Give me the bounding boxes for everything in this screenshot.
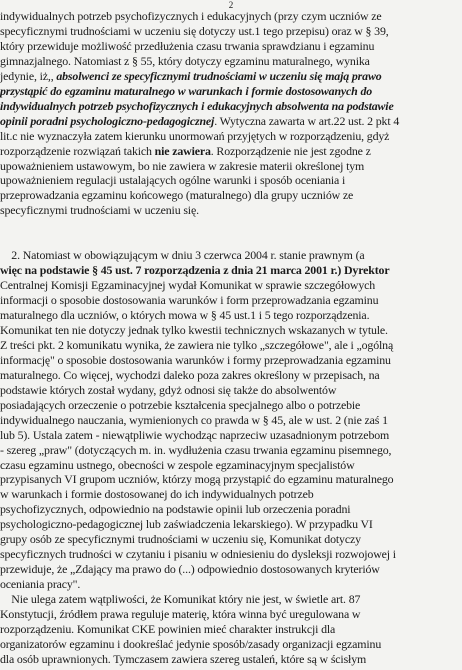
- text-line: [0, 623, 462, 636]
- text-line: [0, 40, 462, 53]
- text-line: [0, 324, 462, 337]
- text-segment: informacji o sposobie dostosowania warunków i form przeprowadzania egzaminu: [0, 294, 379, 308]
- text-segment: maturalnego. Co więcej, wychodzi daleko poza zakres określony w przepisach, na: [0, 368, 380, 382]
- text-line: [0, 399, 462, 412]
- text-line: [0, 145, 462, 158]
- text-line: [0, 369, 462, 382]
- text-segment: czasu egzaminu ustnego, obecności w zespole egzaminacyjnym specjalistów: [0, 458, 355, 472]
- text-segment: specyficznymi trudnościami w uczeniu się dotyczy ust.1 tego przepisu) oraz w § 39,: [0, 24, 389, 38]
- text-segment: absolwenci ze specyficznymi trudnościami w uczeniu się mają prawo: [56, 69, 382, 83]
- text-segment: który przewiduje możliwość przedłużenia czasu trwania sprawdzianu i egzaminu: [0, 39, 375, 53]
- text-segment: 2. Natomiast w obowiązującym w dniu 3 czerwca 2004 r. stanie prawnym (a: [0, 249, 365, 263]
- text-line: [0, 488, 462, 501]
- text-segment: grupy osób ze specyficznymi trudnościami w uczeniu się, Komunikat dotyczy: [0, 533, 361, 547]
- text-line: [0, 384, 462, 397]
- text-segment: indywidualnego nauczania, wymienionych co prawda w § 45, ale w ust. 2 (nie zaś 1: [0, 413, 388, 427]
- text-line: [0, 563, 462, 576]
- text-line: [0, 503, 462, 516]
- text-line: [0, 115, 462, 128]
- text-line: [0, 70, 462, 83]
- text-segment: psychofizycznych, odpowiednio na podstawie opinii lub orzeczenia poradni: [0, 503, 351, 517]
- text-line: [0, 548, 462, 561]
- text-segment: przypisanych VI grupom uczniów, którzy mogą przystąpić do egzaminu maturalnego: [0, 473, 394, 487]
- text-segment: specyficznymi trudnościami w uczeniu się.: [0, 204, 199, 218]
- text-line: [0, 204, 462, 217]
- text-segment: . Wytyczna zawarta w art.22 ust. 2 pkt 4: [214, 114, 400, 128]
- text-line: [0, 593, 462, 606]
- text-segment: specyficznych trudności w czytaniu i pisaniu w odniesieniu do dysleksji rozwojowej i: [0, 548, 396, 562]
- text-line: [0, 533, 462, 546]
- text-segment: oceniania pracy".: [0, 578, 81, 592]
- text-segment: przystąpić do egzaminu maturalnego w warunkach i formie dostosowanych do: [0, 84, 373, 98]
- page-number: 2: [228, 0, 234, 10]
- text-segment: psychologiczno-pedagogicznej lub zaświadczenia lekarskiego). W przypadku VI: [0, 518, 373, 532]
- text-segment: lub 5). Ustala zatem - niewątpliwie wychodząc naprzeciw uzasadnionym potrzebom: [0, 428, 390, 442]
- text-segment: Konstytucji, źródłem prawa reguluje materię, która winna być uregulowana w: [0, 608, 361, 621]
- text-segment: gimnazjalnego. Natomiast z § 55, który dotyczy egzaminu maturalnego, wynika: [0, 54, 370, 68]
- text-line: [0, 55, 462, 68]
- text-line: [0, 85, 462, 98]
- text-line: [0, 339, 462, 352]
- text-line: [0, 459, 462, 472]
- text-segment: informację" o sposobie dostosowania warunków i formy przeprowadzania egzaminu: [0, 353, 391, 367]
- text-line: [0, 25, 462, 38]
- text-line: [0, 279, 462, 292]
- text-line: [0, 10, 462, 23]
- text-segment: w warunkach i formie dostosowanej do ich indywidualnych potrzeb: [0, 488, 314, 502]
- text-line: [0, 429, 462, 442]
- text-segment: rozporządzenie rozwiązań takich: [0, 144, 155, 158]
- text-segment: dla osób uprawnionych. Tymczasem zawiera szereg ustaleń, które są w ścisłym: [0, 652, 367, 666]
- text-line: [0, 189, 462, 202]
- text-segment: Centralnej Komisji Egzaminacyjnej wydał Komunikat w sprawie szczegółowych: [0, 279, 376, 293]
- text-segment: organizatorów egzaminu i dookreślać jedynie sposób/zasady organizacji egzaminu: [0, 637, 382, 651]
- text-segment: Komunikat ten nie dotyczy jednak tylko kwestii technicznych wskazanych w tytule.: [0, 323, 388, 337]
- text-line: [0, 264, 462, 277]
- text-segment: lit.c nie wyznaczyła zatem kierunku unormowań przyjętych w rozporządzeniu, gdyż: [0, 129, 390, 143]
- text-line: [0, 638, 462, 651]
- text-segment: - szereg „praw" (dotyczących m. in. wydłużenia czasu trwania egzaminu pisemnego,: [0, 443, 392, 457]
- text-segment: maturalnego dla uczniów, o których mowa w § 45 ust.1 i 5 tego rozporządzenia.: [0, 309, 370, 322]
- text-segment: indywidualnych potrzeb psychofizycznych i edukacyjnych (przy czym uczniów ze: [0, 10, 382, 23]
- text-segment: podstawie których został wydany, gdyż odnosi się także do absolwentów: [0, 383, 337, 397]
- text-segment: przeprowadzania egzaminu końcowego (maturalnego) dla grupy uczniów ze: [0, 189, 354, 203]
- text-line: [0, 518, 462, 531]
- text-segment: Z treści pkt. 2 komunikatu wynika, że zawiera nie tylko „szczegółowe", ale i „ogólną: [0, 338, 394, 352]
- text-segment: nie zawiera: [154, 144, 211, 158]
- text-segment: Nie ulega zatem wątpliwości, że Komunikat który nie jest, w świetle art. 87: [0, 593, 361, 606]
- text-segment: jedynie, iż,,: [0, 69, 57, 83]
- text-line: [0, 130, 462, 143]
- text-line: [0, 160, 462, 173]
- text-line: [0, 473, 462, 486]
- text-line: [0, 174, 462, 187]
- text-line: [0, 608, 462, 621]
- text-line: [0, 100, 462, 113]
- text-line: [0, 414, 462, 427]
- text-line: [0, 653, 462, 666]
- text-segment: posiadających orzeczenie o potrzebie kształcenia specjalnego albo o potrzebie: [0, 398, 361, 412]
- text-segment: więc na podstawie § 45 ust. 7 rozporządzenia z dnia 21 marca 2001 r.) Dyrektor: [0, 264, 390, 278]
- text-line: [0, 578, 462, 591]
- text-line: [0, 309, 462, 322]
- text-segment: . Rozporządzenie nie jest zgodne z: [210, 144, 371, 158]
- text-line: [0, 294, 462, 307]
- text-line: [0, 444, 462, 457]
- text-segment: rozporządzeniu. Komunikat CKE powinien mieć charakter instrukcji dla: [0, 622, 336, 636]
- text-segment: upoważnieniem ustawowym, bo nie zawiera w zakresie materii określonej tym: [0, 159, 365, 173]
- text-line: [0, 354, 462, 367]
- text-segment: przewiduje, że „Zdający ma prawo do (...) odpowiednio dostosowanych kryteriów: [0, 563, 380, 577]
- text-segment: indywidualnych potrzeb psychofizycznych i edukacyjnych absolwenta na podstawie: [0, 99, 394, 113]
- text-line: [0, 249, 462, 262]
- text-segment: opinii poradni psychologiczno-pedagogicznej: [0, 114, 215, 128]
- text-segment: upoważnieniem regulacji ustalających ogólne warunki i sposób oceniania i: [0, 174, 346, 188]
